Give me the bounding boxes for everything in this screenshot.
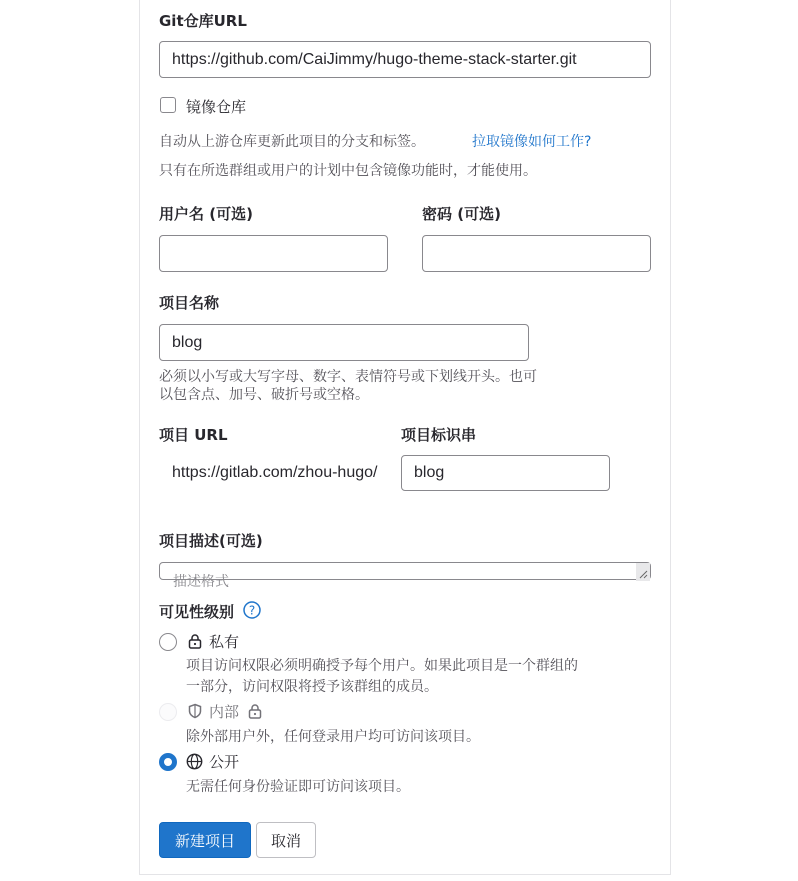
project-name-input[interactable]: blog (159, 324, 529, 361)
visibility-private-desc-line1: 项目访问权限必须明确授予每个用户。如果此项目是一个群组的 (186, 658, 578, 674)
project-name-help-line2: 以包含点、加号、破折号或空格。 (159, 387, 369, 403)
mirror-help-text: 自动从上游仓库更新此项目的分支和标签。 (159, 134, 425, 150)
description-textarea[interactable] (159, 562, 651, 590)
help-icon[interactable] (243, 601, 261, 619)
visibility-internal-radio (159, 703, 177, 721)
cancel-button[interactable]: 取消 (256, 822, 316, 858)
lock-icon (247, 703, 263, 719)
username-input[interactable] (159, 235, 388, 272)
mirror-help-link[interactable]: 拉取镜像如何工作? (472, 134, 592, 150)
mirror-label: 镜像仓库 (186, 98, 247, 116)
git-repo-url-input[interactable]: https://github.com/CaiJimmy/hugo-theme-stack-starter.git (159, 41, 651, 78)
git-repo-url-label: Git仓库URL (159, 12, 247, 30)
visibility-public-desc: 无需任何身份验证即可访问该项目。 (186, 779, 410, 795)
shield-icon (187, 703, 203, 719)
project-name-help-line1: 必须以小写或大写字母、数字、表情符号或下划线开头。也可 (159, 369, 537, 385)
password-input[interactable] (422, 235, 651, 272)
visibility-private-desc-line2: 一部分，访问权限将授予该群组的成员。 (186, 679, 438, 695)
username-label: 用户名 (可选) (159, 205, 253, 223)
create-project-button[interactable]: 新建项目 (159, 822, 251, 858)
mirror-note: 只有在所选群组或用户的计划中包含镜像功能时，才能使用。 (159, 163, 537, 179)
textarea-resize-handle[interactable] (636, 563, 650, 581)
project-slug-input[interactable]: blog (401, 455, 610, 491)
globe-icon (186, 753, 203, 770)
project-url-label: 项目 URL (159, 426, 228, 444)
project-url-prefix: https://gitlab.com/zhou-hugo/ (172, 464, 378, 481)
visibility-label: 可见性级别 (159, 603, 235, 621)
visibility-public-radio[interactable] (159, 753, 177, 771)
description-label: 项目描述(可选) (159, 532, 263, 550)
mirror-checkbox[interactable] (160, 97, 176, 113)
visibility-private-label: 私有 (209, 633, 240, 651)
description-placeholder: 描述格式 (173, 574, 229, 590)
lock-icon (187, 633, 203, 649)
visibility-private-radio[interactable] (159, 633, 177, 651)
visibility-internal-label: 内部 (209, 703, 240, 721)
password-label: 密码 (可选) (422, 205, 501, 223)
project-name-label: 项目名称 (159, 294, 220, 312)
visibility-public-label: 公开 (209, 753, 240, 771)
visibility-internal-desc: 除外部用户外，任何登录用户均可访问该项目。 (186, 729, 480, 745)
project-slug-label: 项目标识串 (401, 426, 477, 444)
svg-text:?: ? (248, 603, 256, 618)
